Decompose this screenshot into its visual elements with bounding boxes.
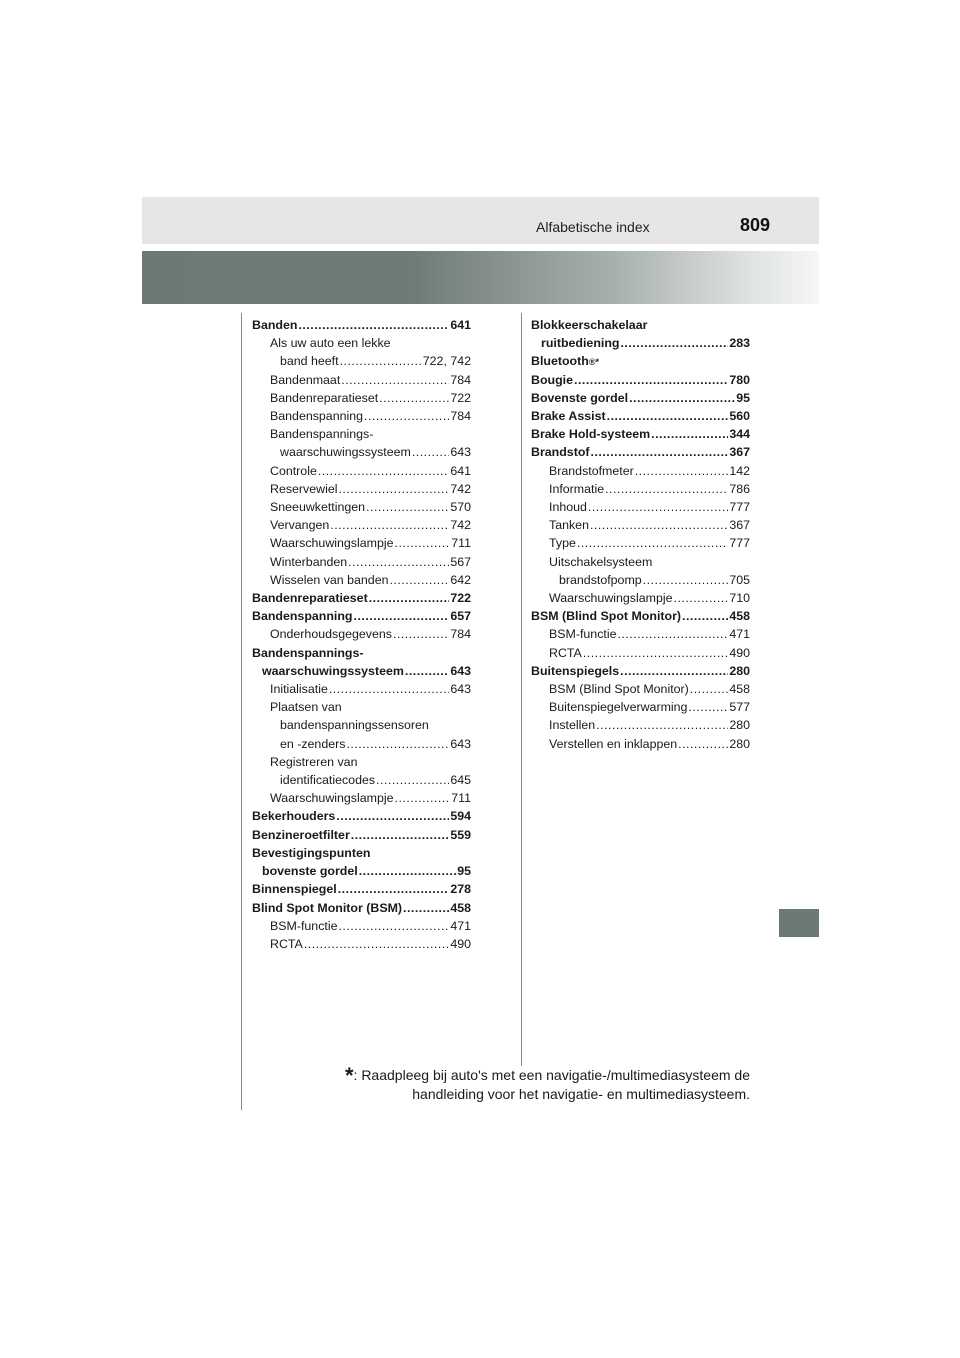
index-entry xyxy=(252,844,471,862)
entry-page-number: 780 xyxy=(729,372,750,387)
leader-dots xyxy=(348,553,449,571)
leader-dots xyxy=(369,589,450,607)
index-entry xyxy=(531,553,750,571)
entry-label: Inhoud xyxy=(549,500,587,515)
entry-page-number: 705 xyxy=(729,572,750,587)
index-entry xyxy=(531,680,750,698)
section-title: Alfabetische index xyxy=(536,219,650,235)
leader-dots xyxy=(583,644,729,662)
index-entry xyxy=(531,425,750,443)
entry-page-number: 367 xyxy=(729,445,750,460)
entry-page-number: 367 xyxy=(729,518,750,533)
leader-dots xyxy=(605,480,728,498)
entry-label: Verstellen en inklappen xyxy=(549,736,678,751)
entry-page-number: 722, 742 xyxy=(422,354,471,369)
index-entry xyxy=(531,371,750,389)
entry-label: Bekerhouders xyxy=(252,809,336,824)
leader-dots xyxy=(351,826,450,844)
entry-label: Registreren van xyxy=(270,754,358,769)
index-entry xyxy=(531,534,750,552)
index-entry xyxy=(252,680,471,698)
index-entry xyxy=(252,716,471,734)
leader-dots xyxy=(338,880,450,898)
entry-page-number: 280 xyxy=(729,736,750,751)
entry-page-number: 577 xyxy=(729,700,750,715)
leader-dots xyxy=(364,407,449,425)
entry-page-number: 278 xyxy=(450,882,471,897)
entry-label: Bluetooth xyxy=(531,354,589,369)
index-entry xyxy=(252,316,471,334)
entry-label: Brake Hold-systeem xyxy=(531,427,651,442)
leader-dots xyxy=(341,371,449,389)
entry-label: Bandenspanning xyxy=(270,409,364,424)
entry-label: Vervangen xyxy=(270,518,330,533)
leader-dots xyxy=(577,534,728,552)
leader-dots xyxy=(389,571,449,589)
leader-dots xyxy=(635,462,729,480)
entry-label: Winterbanden xyxy=(270,554,348,569)
entry-label: Plaatsen van xyxy=(270,700,342,715)
entry-page-number: 777 xyxy=(729,500,750,515)
entry-label: RCTA xyxy=(549,645,582,660)
entry-page-number: 657 xyxy=(450,609,471,624)
leader-dots xyxy=(395,534,451,552)
leader-dots xyxy=(629,389,735,407)
entry-page-number: 643 xyxy=(450,736,471,751)
header-bar xyxy=(142,197,819,244)
index-entry xyxy=(531,516,750,534)
leader-dots xyxy=(304,935,450,953)
leader-dots xyxy=(574,371,728,389)
entry-page-number: 642 xyxy=(450,572,471,587)
leader-dots xyxy=(617,625,728,643)
entry-label: Uitschakelsysteem xyxy=(549,554,653,569)
index-entry xyxy=(531,589,750,607)
leader-dots xyxy=(395,789,451,807)
entry-label: Reservewiel xyxy=(270,481,338,496)
leader-dots xyxy=(620,662,728,680)
entry-page-number: 643 xyxy=(450,682,471,697)
leader-dots xyxy=(336,807,449,825)
entry-page-number: 777 xyxy=(729,536,750,551)
leader-dots xyxy=(405,662,449,680)
index-entry xyxy=(252,698,471,716)
leader-dots xyxy=(376,771,449,789)
leader-dots xyxy=(412,443,449,461)
entry-page-number: 742 xyxy=(450,481,471,496)
entry-label: brandstofpomp xyxy=(559,572,642,587)
entry-page-number: 710 xyxy=(729,591,750,606)
entry-label: BSM-functie xyxy=(270,918,338,933)
index-entry xyxy=(252,899,471,917)
index-entry xyxy=(531,480,750,498)
entry-label: waarschuwingssysteem xyxy=(262,663,404,678)
leader-dots xyxy=(393,625,449,643)
index-entry xyxy=(531,443,750,461)
index-entry xyxy=(531,316,750,334)
index-entry xyxy=(252,789,471,807)
index-entry xyxy=(531,735,750,753)
entry-page-number: 490 xyxy=(450,936,471,951)
index-entry xyxy=(531,716,750,734)
entry-label: Wisselen van banden xyxy=(270,572,389,587)
leader-dots xyxy=(379,389,449,407)
entry-label: RCTA xyxy=(270,936,303,951)
footnote-line-1 xyxy=(241,1063,750,1088)
entry-page-number: 641 xyxy=(450,463,471,478)
entry-page-number: 95 xyxy=(457,864,471,879)
leader-dots xyxy=(643,571,729,589)
entry-label: Bevestigingspunten xyxy=(252,845,371,860)
entry-label: waarschuwingssysteem xyxy=(280,445,411,460)
entry-page-number: 471 xyxy=(729,627,750,642)
leader-dots xyxy=(340,352,422,370)
entry-label: band heeft xyxy=(280,354,339,369)
leader-dots xyxy=(607,407,729,425)
column-divider xyxy=(521,313,522,1066)
entry-page-number: 570 xyxy=(450,500,471,515)
entry-page-number: 784 xyxy=(450,627,471,642)
leader-dots xyxy=(329,680,449,698)
leader-dots xyxy=(403,899,449,917)
entry-page-number: 280 xyxy=(729,718,750,733)
entry-label: Bovenste gordel xyxy=(531,390,629,405)
entry-label: identificatiecodes xyxy=(280,773,376,788)
index-entry xyxy=(252,407,471,425)
index-entry xyxy=(252,753,471,771)
entry-label: Bandenspanning xyxy=(252,609,353,624)
entry-page-number: 458 xyxy=(729,682,750,697)
leader-dots xyxy=(620,334,728,352)
leader-dots xyxy=(590,516,728,534)
leader-dots xyxy=(298,316,449,334)
index-entry xyxy=(252,771,471,789)
entry-label: bovenste gordel xyxy=(262,864,358,879)
index-entry xyxy=(531,644,750,662)
index-entry xyxy=(531,625,750,643)
entry-page-number: 560 xyxy=(729,409,750,424)
entry-label: Waarschuwingslampje xyxy=(270,791,394,806)
entry-page-number: 722 xyxy=(450,390,471,405)
index-entry xyxy=(252,807,471,825)
entry-page-number: 722 xyxy=(450,591,471,606)
entry-label: BSM (Blind Spot Monitor) xyxy=(549,682,689,697)
entry-label: Buitenspiegels xyxy=(531,663,620,678)
entry-page-number: 786 xyxy=(729,481,750,496)
entry-page-number: 283 xyxy=(729,336,750,351)
entry-label: Controle xyxy=(270,463,317,478)
index-entry xyxy=(252,443,471,461)
index-entry xyxy=(531,662,750,680)
index-entry xyxy=(252,644,471,662)
entry-page-number: 490 xyxy=(729,645,750,660)
footnote-marker: * xyxy=(344,1063,354,1088)
left-rule xyxy=(241,313,242,1110)
entry-page-number: 594 xyxy=(450,809,471,824)
index-entry xyxy=(531,698,750,716)
leader-dots xyxy=(359,862,457,880)
index-entry xyxy=(252,662,471,680)
index-entry xyxy=(252,480,471,498)
entry-label: ruitbediening xyxy=(541,336,620,351)
index-entry xyxy=(252,534,471,552)
index-entry xyxy=(252,389,471,407)
index-column-left xyxy=(252,316,471,953)
entry-label: Type xyxy=(549,536,576,551)
index-entry xyxy=(252,516,471,534)
index-entry xyxy=(531,407,750,425)
leader-dots xyxy=(591,443,729,461)
entry-page-number: 711 xyxy=(451,791,471,806)
index-entry xyxy=(531,571,750,589)
entry-page-number: 643 xyxy=(450,445,471,460)
entry-page-number: 142 xyxy=(729,463,750,478)
entry-label: Tanken xyxy=(549,518,589,533)
leader-dots xyxy=(346,735,449,753)
leader-dots xyxy=(678,735,728,753)
entry-label: Instellen xyxy=(549,718,596,733)
leader-dots xyxy=(588,498,728,516)
leader-dots xyxy=(682,607,728,625)
entry-label: Binnenspiegel xyxy=(252,882,337,897)
entry-label: Waarschuwingslampje xyxy=(549,591,673,606)
entry-page-number: 458 xyxy=(729,609,750,624)
leader-dots xyxy=(338,480,449,498)
decorative-band xyxy=(142,251,819,304)
entry-page-number: 471 xyxy=(450,918,471,933)
footnote xyxy=(241,1063,750,1104)
footnote-line-2: handleiding voor het navigatie- en multimediasysteem. xyxy=(412,1086,750,1102)
entry-label: BSM (Blind Spot Monitor) xyxy=(531,609,682,624)
index-entry xyxy=(252,607,471,625)
entry-label: Bandenspannings- xyxy=(252,645,364,660)
leader-dots xyxy=(690,680,729,698)
leader-dots xyxy=(596,716,728,734)
entry-label: BSM-functie xyxy=(549,627,617,642)
entry-label: Bandenreparatieset xyxy=(270,390,379,405)
entry-label: Brandstofmeter xyxy=(549,463,634,478)
entry-page-number: 458 xyxy=(450,900,471,915)
entry-label: Buitenspiegelverwarming xyxy=(549,700,688,715)
entry-label: Bandenspannings- xyxy=(270,427,374,442)
entry-label: Als uw auto een lekke xyxy=(270,336,391,351)
entry-page-number: 344 xyxy=(729,427,750,442)
index-entry xyxy=(252,352,471,370)
entry-page-number: 784 xyxy=(450,372,471,387)
index-entry xyxy=(252,425,471,443)
index-entry xyxy=(252,862,471,880)
entry-label: Banden xyxy=(252,318,298,332)
entry-page-number: 641 xyxy=(450,318,471,332)
index-entry xyxy=(252,553,471,571)
index-entry xyxy=(531,498,750,516)
entry-label: Blind Spot Monitor (BSM) xyxy=(252,900,403,915)
index-entry xyxy=(252,735,471,753)
entry-label: Onderhoudsgegevens xyxy=(270,627,392,642)
entry-label: Informatie xyxy=(549,481,605,496)
index-entry xyxy=(252,935,471,953)
entry-label: Brandstof xyxy=(531,445,590,460)
index-entry xyxy=(252,625,471,643)
leader-dots xyxy=(354,607,450,625)
entry-label: Benzineroetfilter xyxy=(252,827,350,842)
entry-page-number: 567 xyxy=(450,554,471,569)
index-entry xyxy=(252,571,471,589)
entry-page-number: 559 xyxy=(450,827,471,842)
index-entry xyxy=(252,880,471,898)
index-entry xyxy=(531,389,750,407)
index-entry xyxy=(252,334,471,352)
entry-page-number: 95 xyxy=(736,390,750,405)
entry-label: Sneeuwkettingen xyxy=(270,500,366,515)
index-column-right xyxy=(531,316,750,753)
leader-dots xyxy=(366,498,449,516)
index-entry xyxy=(252,498,471,516)
footnote-text-1: : Raadpleeg bij auto's met een navigatie-/multimediasysteem de xyxy=(353,1067,750,1083)
entry-page-number: 742 xyxy=(450,518,471,533)
entry-label: Initialisatie xyxy=(270,682,328,697)
entry-label: Bandenreparatieset xyxy=(252,591,368,606)
index-entry: Bluetooth ®* xyxy=(531,352,750,370)
entry-page-number: 784 xyxy=(450,409,471,424)
index-entry xyxy=(252,371,471,389)
index-entry xyxy=(252,917,471,935)
leader-dots xyxy=(674,589,729,607)
leader-dots xyxy=(318,462,449,480)
index-entry xyxy=(252,589,471,607)
chapter-tab xyxy=(779,909,819,937)
entry-label: bandenspanningssensoren xyxy=(280,718,429,733)
index-entry xyxy=(252,826,471,844)
index-entry xyxy=(531,607,750,625)
entry-page-number: 645 xyxy=(450,773,471,788)
index-entry xyxy=(252,462,471,480)
leader-dots xyxy=(688,698,728,716)
index-entry xyxy=(531,334,750,352)
entry-label: Blokkeerschakelaar xyxy=(531,318,648,332)
page-number: 809 xyxy=(740,215,771,235)
entry-label: Bandenmaat xyxy=(270,372,341,387)
entry-label: en -zenders xyxy=(280,736,346,751)
entry-label: Bougie xyxy=(531,372,573,387)
leader-dots xyxy=(651,425,728,443)
index-entry xyxy=(531,462,750,480)
leader-dots xyxy=(338,917,449,935)
entry-label: Brake Assist xyxy=(531,409,606,424)
entry-page-number: 711 xyxy=(451,536,471,551)
entry-label: Waarschuwingslampje xyxy=(270,536,394,551)
entry-page-number: 643 xyxy=(450,663,471,678)
entry-page-number: 280 xyxy=(729,663,750,678)
leader-dots xyxy=(330,516,449,534)
